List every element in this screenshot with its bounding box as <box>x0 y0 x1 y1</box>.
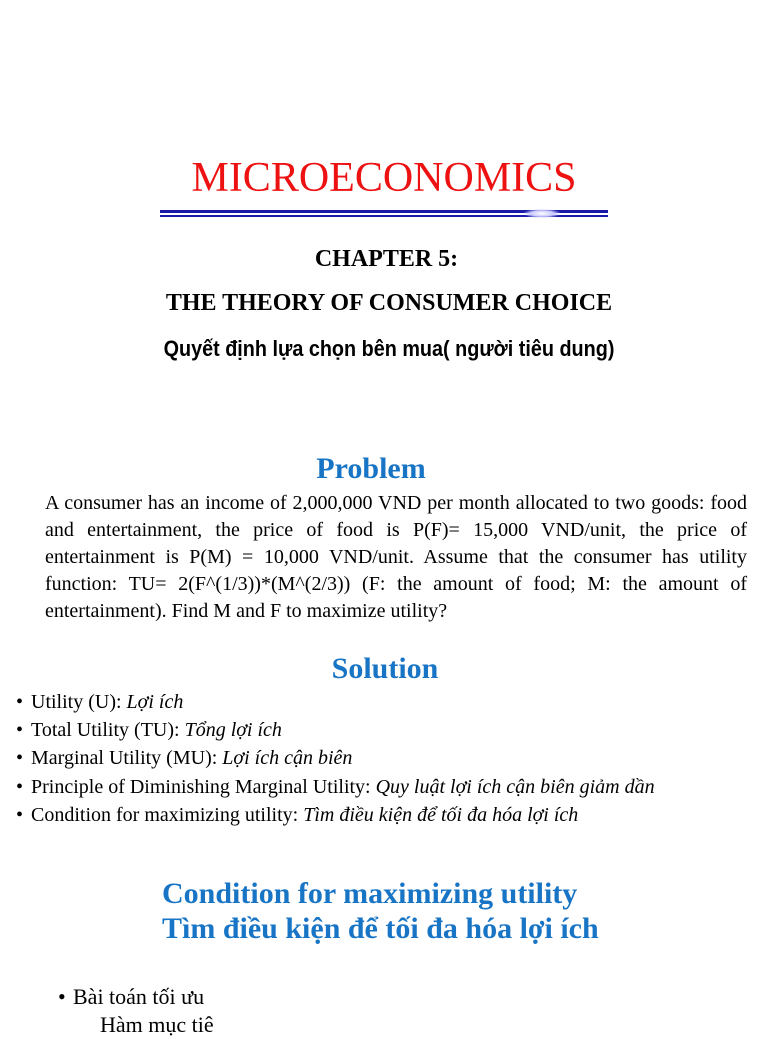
term: Total Utility (TU): <box>31 719 185 742</box>
condition-heading-vietnamese: Tìm điều kiện để tối đa hóa lợi ích <box>162 912 599 945</box>
condition-heading <box>162 876 762 946</box>
bullet-dot: • <box>16 775 24 798</box>
translation: Lợi ích cận biên <box>222 747 353 770</box>
list-item <box>16 773 761 801</box>
solution-heading: Solution <box>331 652 439 685</box>
title-underline <box>160 210 608 220</box>
list-item <box>16 688 761 716</box>
solution-list <box>16 688 761 829</box>
translation: Quy luật lợi ích cận biên giảm dần <box>375 775 655 798</box>
objective-function-label: Hàm mục tiê <box>100 1012 214 1037</box>
bullet-dot: • <box>58 984 66 1009</box>
list-item <box>16 744 761 772</box>
term: Utility (U): <box>31 691 127 713</box>
problem-heading: Problem <box>316 452 426 485</box>
bullet-dot: • <box>16 691 24 713</box>
optimization-problem-label: Bài toán tối ưu <box>73 984 205 1009</box>
term: Condition for maximizing utility: <box>31 803 304 826</box>
list-item <box>16 716 761 744</box>
problem-text: A consumer has an income of 2,000,000 VND per month allocated to two goods: food and entertainment, the price of food is P(F)= 15,000 VND/unit, the price of entertainment is P(M) = 10,000 VND/unit. Assume that the consumer has utility function: TU= 2(F^(1/3))*(M^(2/3)) (F: the amount of food; M: the amount of entertainment). Find M and F to maximize utility? <box>45 492 747 622</box>
translation: Tìm điều kiện để tối đa hóa lợi ích <box>303 803 579 826</box>
term: Principle of Diminishing Marginal Utility: <box>31 775 376 798</box>
chapter-title-vietnamese: Quyết định lựa chọn bên mua( người tiêu dung) <box>163 336 615 361</box>
term: Marginal Utility (MU): <box>31 747 223 770</box>
document-title: MICROECONOMICS <box>191 155 577 201</box>
chapter-label: CHAPTER 5: <box>314 246 459 272</box>
bullet-dot: • <box>16 719 24 742</box>
list-item <box>16 801 761 829</box>
bullet-dot: • <box>16 803 24 826</box>
condition-heading-english: Condition for maximizing utility <box>162 877 578 910</box>
translation: Lợi ích <box>126 691 184 713</box>
translation: Tổng lợi ích <box>184 719 282 742</box>
chapter-title: THE THEORY OF CONSUMER CHOICE <box>165 290 613 316</box>
bullet-dot: • <box>16 747 24 770</box>
list-item <box>58 983 204 1011</box>
